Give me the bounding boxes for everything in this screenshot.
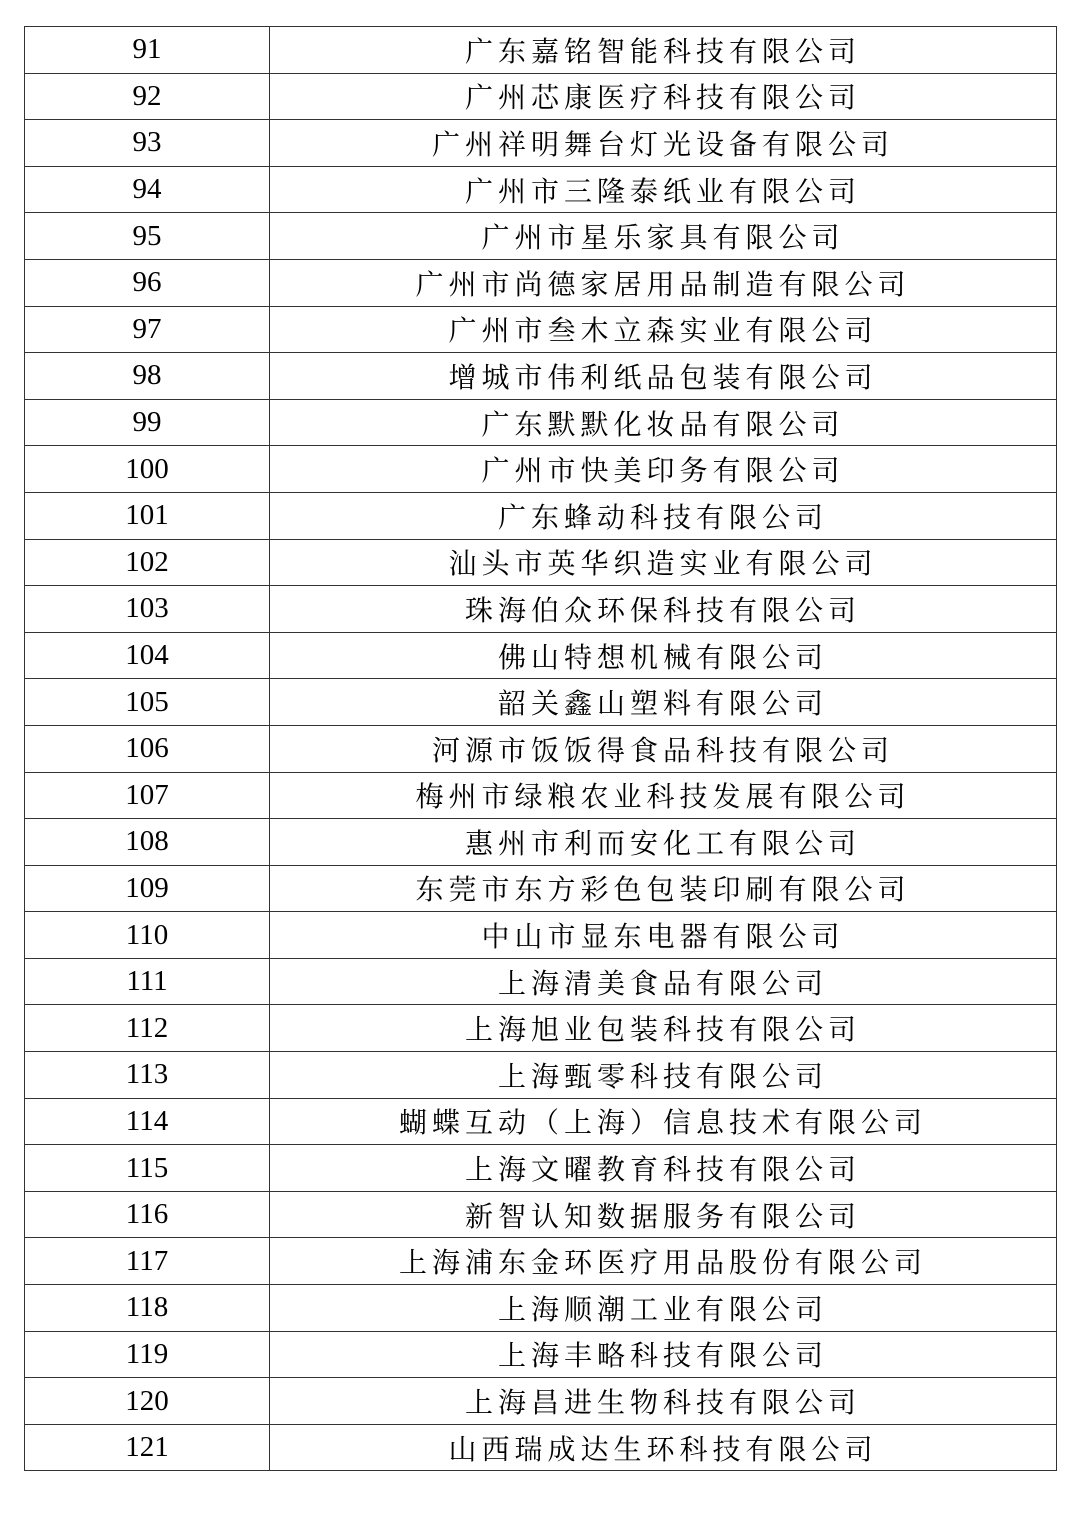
row-number: 121 xyxy=(25,1424,270,1471)
row-number: 108 xyxy=(25,819,270,866)
table-row xyxy=(25,1331,1057,1378)
company-name: 广州市星乐家具有限公司 xyxy=(270,213,1057,260)
row-number: 120 xyxy=(25,1378,270,1425)
company-name: 惠州市利而安化工有限公司 xyxy=(270,819,1057,866)
table-row xyxy=(25,679,1057,726)
company-name: 上海丰略科技有限公司 xyxy=(270,1331,1057,1378)
row-number: 113 xyxy=(25,1052,270,1099)
company-name: 广州祥明舞台灯光设备有限公司 xyxy=(270,120,1057,167)
company-name: 蝴蝶互动（上海）信息技术有限公司 xyxy=(270,1098,1057,1145)
table-row xyxy=(25,1005,1057,1052)
table-row xyxy=(25,492,1057,539)
row-number: 107 xyxy=(25,772,270,819)
table-row xyxy=(25,399,1057,446)
company-name: 山西瑞成达生环科技有限公司 xyxy=(270,1424,1057,1471)
row-number: 119 xyxy=(25,1331,270,1378)
row-number: 117 xyxy=(25,1238,270,1285)
table-row xyxy=(25,1098,1057,1145)
table-row xyxy=(25,912,1057,959)
company-name: 上海浦东金环医疗用品股份有限公司 xyxy=(270,1238,1057,1285)
company-name: 上海文曜教育科技有限公司 xyxy=(270,1145,1057,1192)
table-row xyxy=(25,1238,1057,1285)
company-name: 广东嘉铭智能科技有限公司 xyxy=(270,27,1057,74)
row-number: 109 xyxy=(25,865,270,912)
table-row xyxy=(25,1145,1057,1192)
row-number: 116 xyxy=(25,1191,270,1238)
company-list-table xyxy=(24,26,1057,1471)
row-number: 118 xyxy=(25,1285,270,1332)
company-name: 珠海伯众环保科技有限公司 xyxy=(270,586,1057,633)
company-name: 上海甄零科技有限公司 xyxy=(270,1052,1057,1099)
row-number: 98 xyxy=(25,353,270,400)
table-row xyxy=(25,632,1057,679)
company-name: 佛山特想机械有限公司 xyxy=(270,632,1057,679)
company-name: 东莞市东方彩色包装印刷有限公司 xyxy=(270,865,1057,912)
row-number: 91 xyxy=(25,27,270,74)
table-row xyxy=(25,353,1057,400)
row-number: 106 xyxy=(25,725,270,772)
company-name: 梅州市绿粮农业科技发展有限公司 xyxy=(270,772,1057,819)
company-name: 广州市尚德家居用品制造有限公司 xyxy=(270,259,1057,306)
row-number: 101 xyxy=(25,492,270,539)
table-row xyxy=(25,958,1057,1005)
table-row xyxy=(25,819,1057,866)
row-number: 97 xyxy=(25,306,270,353)
company-name: 增城市伟利纸品包装有限公司 xyxy=(270,353,1057,400)
row-number: 114 xyxy=(25,1098,270,1145)
table-row xyxy=(25,1191,1057,1238)
company-name: 新智认知数据服务有限公司 xyxy=(270,1191,1057,1238)
row-number: 103 xyxy=(25,586,270,633)
company-name: 广州市三隆泰纸业有限公司 xyxy=(270,166,1057,213)
row-number: 115 xyxy=(25,1145,270,1192)
row-number: 112 xyxy=(25,1005,270,1052)
row-number: 93 xyxy=(25,120,270,167)
table-row xyxy=(25,27,1057,74)
row-number: 96 xyxy=(25,259,270,306)
company-name: 广州市快美印务有限公司 xyxy=(270,446,1057,493)
company-name: 汕头市英华织造实业有限公司 xyxy=(270,539,1057,586)
row-number: 92 xyxy=(25,73,270,120)
table-row xyxy=(25,586,1057,633)
table-row xyxy=(25,306,1057,353)
company-name: 广东默默化妆品有限公司 xyxy=(270,399,1057,446)
table-row xyxy=(25,73,1057,120)
table-row xyxy=(25,446,1057,493)
row-number: 94 xyxy=(25,166,270,213)
company-list-body xyxy=(25,27,1057,1471)
company-name: 广东蜂动科技有限公司 xyxy=(270,492,1057,539)
row-number: 95 xyxy=(25,213,270,260)
table-row xyxy=(25,1378,1057,1425)
table-row xyxy=(25,865,1057,912)
company-name: 韶关鑫山塑料有限公司 xyxy=(270,679,1057,726)
table-row xyxy=(25,725,1057,772)
table-row xyxy=(25,166,1057,213)
company-name: 中山市显东电器有限公司 xyxy=(270,912,1057,959)
company-name: 河源市饭饭得食品科技有限公司 xyxy=(270,725,1057,772)
table-row xyxy=(25,213,1057,260)
company-name: 上海旭业包装科技有限公司 xyxy=(270,1005,1057,1052)
row-number: 100 xyxy=(25,446,270,493)
table-row xyxy=(25,772,1057,819)
row-number: 105 xyxy=(25,679,270,726)
company-name: 上海清美食品有限公司 xyxy=(270,958,1057,1005)
row-number: 110 xyxy=(25,912,270,959)
company-name: 广州市叁木立森实业有限公司 xyxy=(270,306,1057,353)
table-row xyxy=(25,259,1057,306)
company-name: 上海顺潮工业有限公司 xyxy=(270,1285,1057,1332)
table-row xyxy=(25,1285,1057,1332)
table-row xyxy=(25,1052,1057,1099)
table-row xyxy=(25,539,1057,586)
row-number: 99 xyxy=(25,399,270,446)
table-row xyxy=(25,1424,1057,1471)
row-number: 104 xyxy=(25,632,270,679)
company-name: 广州芯康医疗科技有限公司 xyxy=(270,73,1057,120)
company-name: 上海昌进生物科技有限公司 xyxy=(270,1378,1057,1425)
table-row xyxy=(25,120,1057,167)
row-number: 102 xyxy=(25,539,270,586)
row-number: 111 xyxy=(25,958,270,1005)
